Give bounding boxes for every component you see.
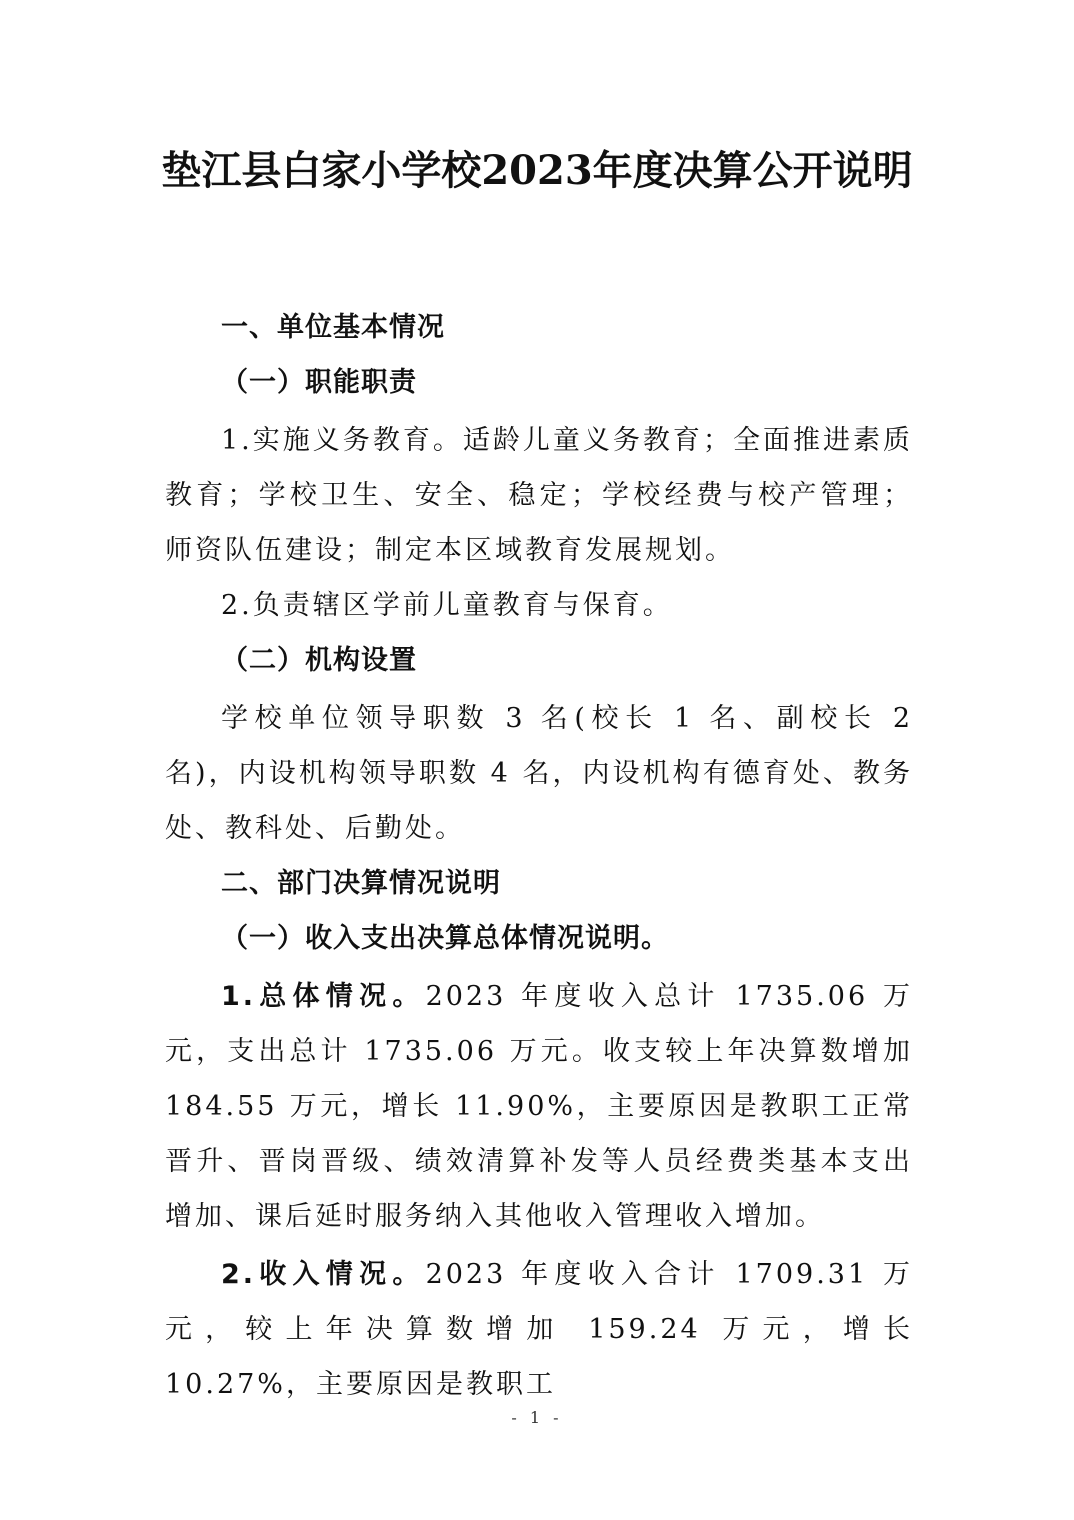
section-1-sub-1-paragraph-2: 2.负责辖区学前儿童教育与保育。 (221, 590, 673, 621)
section-2-heading: 二、部门决算情况说明 (221, 868, 501, 899)
section-2-sub-1-paragraph-2 (165, 1247, 913, 1412)
section-1-sub-1-paragraph-1: 1.实施义务教育。适龄儿童义务教育；全面推进素质教育；学校卫生、安全、稳定；学校经费与校产管理；师资队伍建设；制定本区域教育发展规划。 (165, 425, 913, 566)
page-number: - 1 - (511, 1408, 563, 1427)
section-2-sub-1-paragraph-1 (165, 969, 913, 1244)
document-title: 垫江县白家小学校2023年度决算公开说明 (161, 147, 913, 194)
paragraph-body: 2023 年度收入合计 1709.31 万元，较上年决算数增加 159.24 万元，增长 10.27%，主要原因是教职工 (165, 1259, 913, 1400)
paragraph-lead: 1.总体情况。 (221, 981, 426, 1012)
section-1-sub-2-heading: （二）机构设置 (221, 645, 417, 676)
section-1-heading: 一、单位基本情况 (221, 312, 445, 343)
section-2-sub-1-heading: （一）收入支出决算总体情况说明。 (221, 923, 669, 954)
paragraph-lead: 2.收入情况。 (221, 1259, 426, 1290)
section-1-sub-2-paragraph-1: 学校单位领导职数 3 名(校长 1 名、副校长 2 名)，内设机构领导职数 4 名，内设机构有德育处、教务处、教科处、后勤处。 (165, 703, 913, 844)
paragraph-body: 2023 年度收入总计 1735.06 万元，支出总计 1735.06 万元。收支较上年决算数增加 184.55 万元，增长 11.90%，主要原因是教职工正常晋升、晋岗晋级、绩效清算补发等人员经费类基本支出增加、课后延时服务纳入其他收入管理收入增加。 (165, 981, 913, 1232)
section-1-sub-1-heading: （一）职能职责 (221, 367, 417, 398)
document-body (165, 300, 913, 1412)
